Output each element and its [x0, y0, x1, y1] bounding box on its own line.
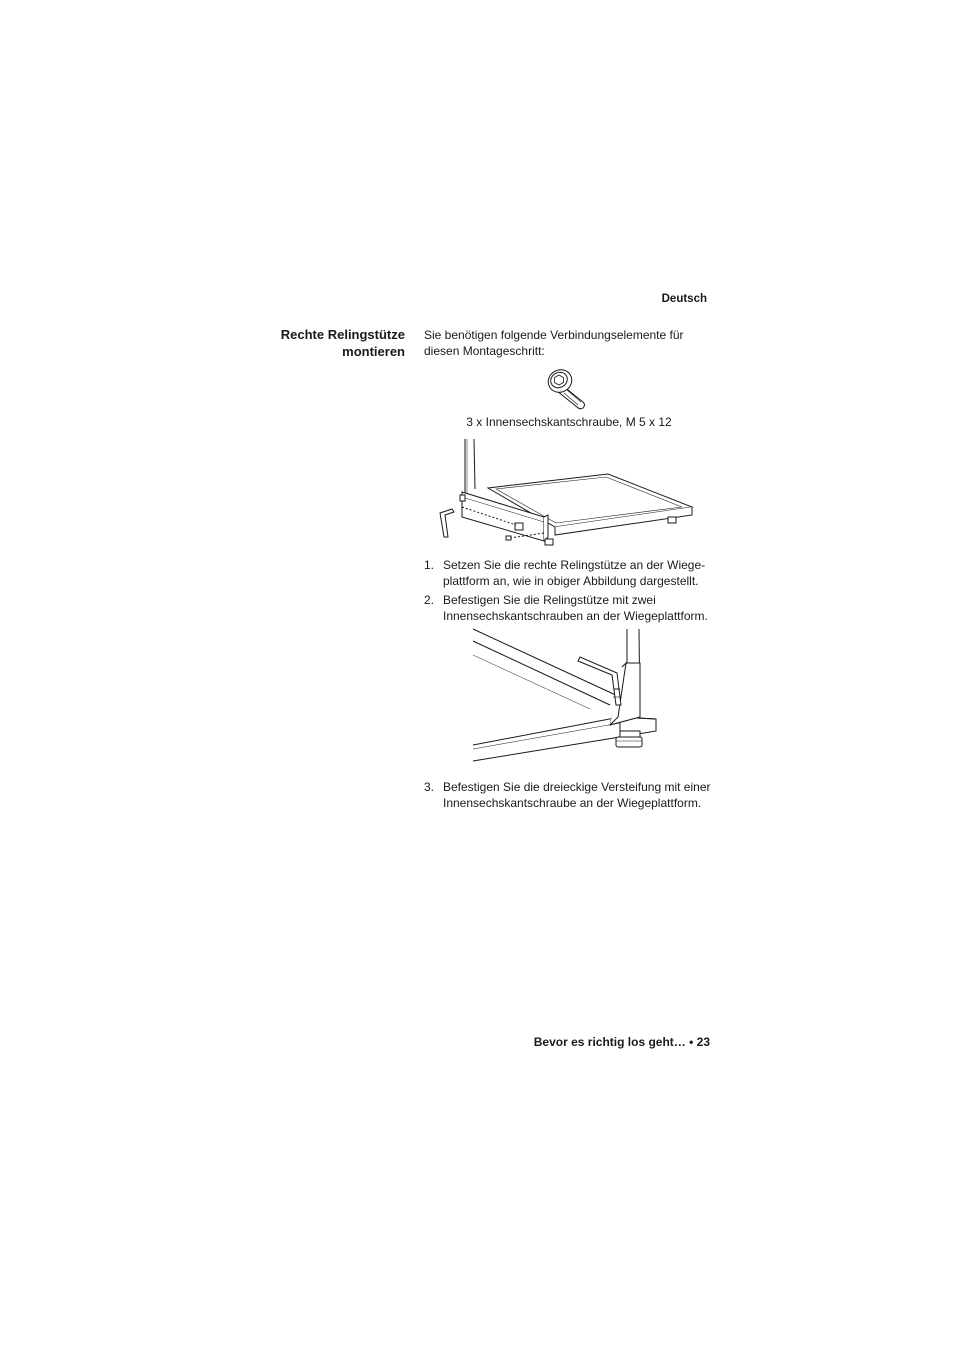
parts-caption: 3 x Innensechskantschraube, M 5 x 12 — [466, 415, 672, 429]
corner-brace-illustration — [470, 627, 660, 765]
step-3-number: 3. — [424, 780, 435, 794]
platform-rail-support-illustration — [430, 437, 705, 549]
step-3-text: Befestigen Sie die dreieckige Versteifung mit einer Innensechskantschraube an der Wiegeplattform. — [443, 780, 711, 810]
step-3 — [424, 779, 714, 811]
page-footer: Bevor es richtig los geht… • 23 — [533, 1035, 710, 1049]
step-2-number: 2. — [424, 593, 435, 607]
step-2-text: Befestigen Sie die Relingstütze mit zwei Innensechskantschrauben an der Wiegeplattform. — [443, 593, 708, 623]
step-2 — [424, 592, 714, 624]
hex-socket-screw-icon — [545, 366, 590, 414]
step-1-number: 1. — [424, 558, 435, 572]
language-label: Deutsch — [661, 293, 707, 305]
intro-text: Sie benötigen folgende Verbindungselemente für diesen Montageschritt: — [424, 328, 684, 358]
section-title — [240, 326, 405, 360]
step-1 — [424, 557, 714, 589]
step-1-text: Setzen Sie die rechte Relingstütze an der Wiege- plattform an, wie in obiger Abbildung dargestellt. — [443, 558, 706, 588]
section-title-line-2: montieren — [342, 344, 405, 359]
section-title-line-1: Rechte Relingstütze — [280, 327, 405, 342]
